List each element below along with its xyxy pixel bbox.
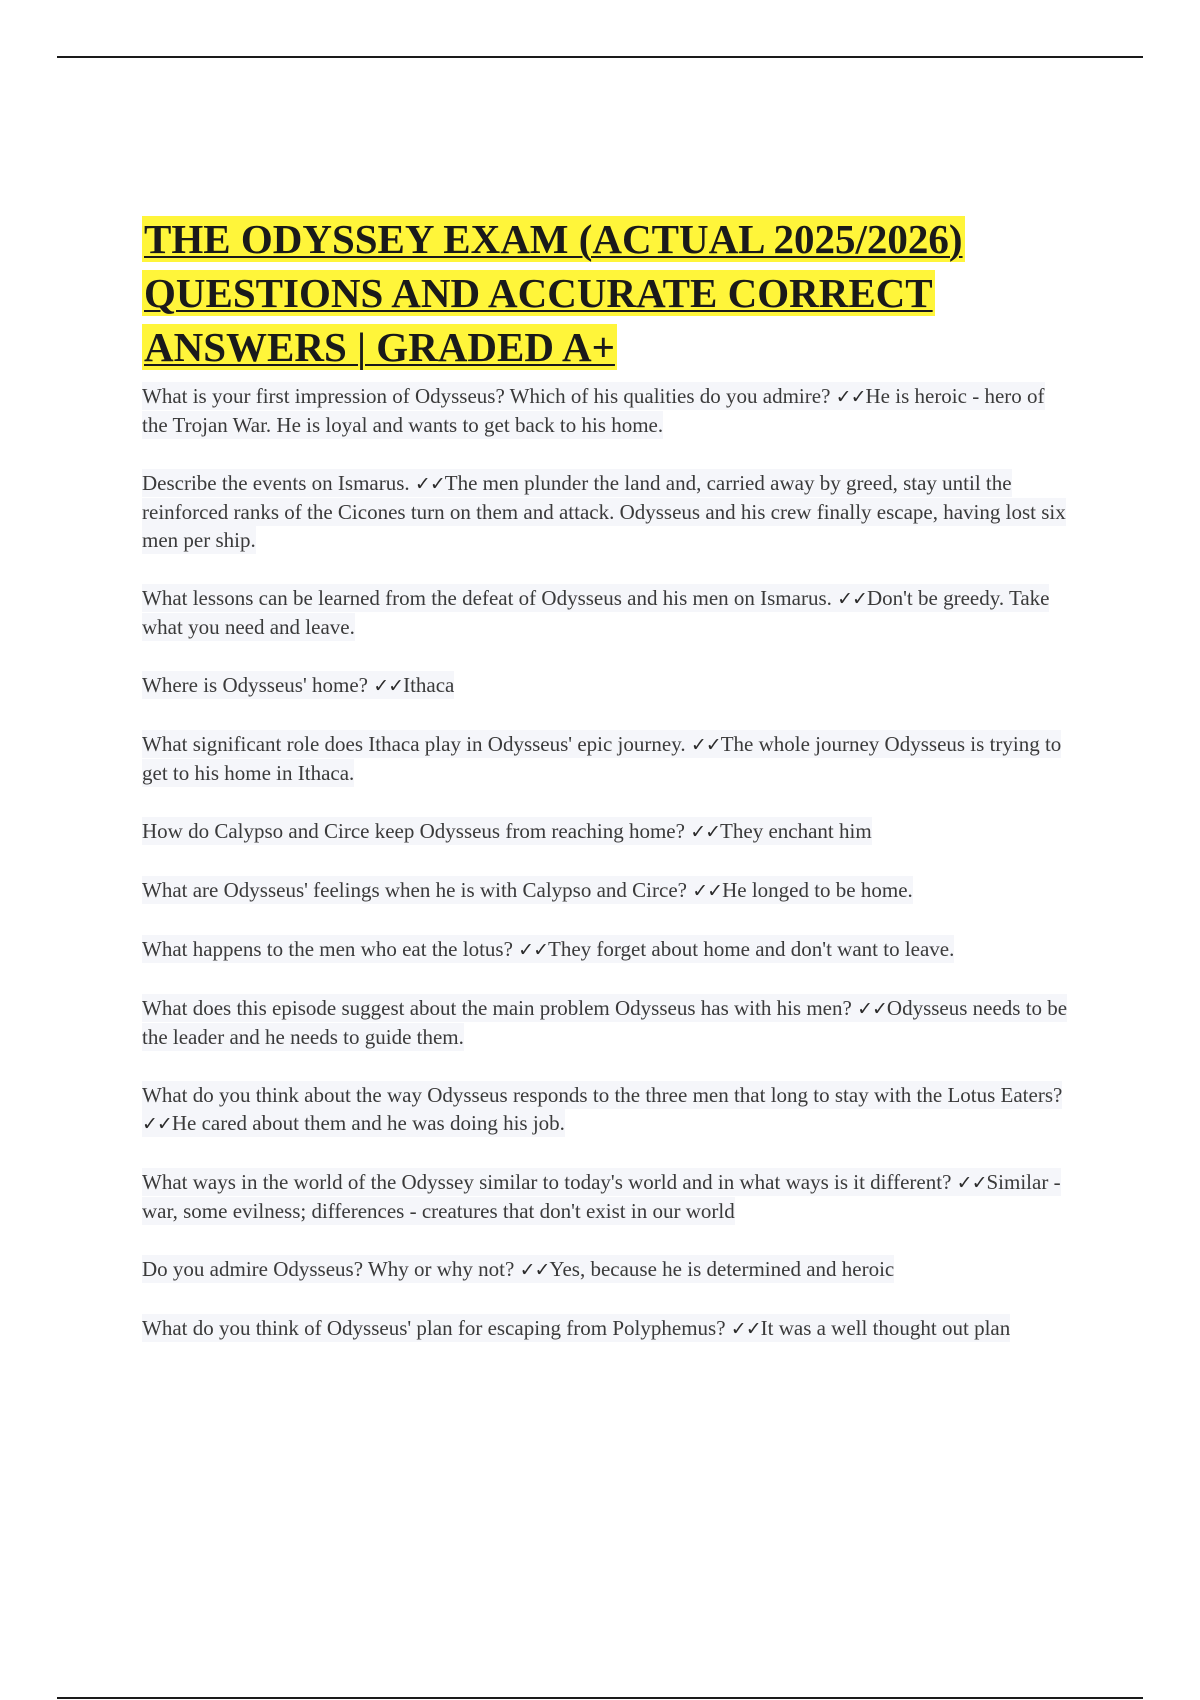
bottom-rule — [57, 1697, 1143, 1699]
check-icon: ✓✓ — [690, 821, 721, 843]
question-text: How do Calypso and Circe keep Odysseus from reaching home? — [142, 819, 685, 843]
qa-item — [142, 671, 1072, 700]
check-icon: ✓✓ — [837, 588, 867, 610]
qa-item — [142, 935, 1072, 964]
question-text: What are Odysseus' feelings when he is with Calypso and Circe? — [142, 878, 687, 902]
check-icon: ✓✓ — [730, 1318, 761, 1340]
question-text: Describe the events on Ismarus. — [142, 471, 410, 495]
question-text: What ways in the world of the Odyssey similar to today's world and in what ways is it different? — [142, 1170, 952, 1194]
qa-item — [142, 817, 1072, 846]
question-text: What significant role does Ithaca play in Odysseus' epic journey. — [142, 732, 686, 756]
answer-text: He cared about them and he was doing his job. — [171, 1111, 565, 1135]
question-text: What do you think about the way Odysseus responds to the three men that long to stay with the Lotus Eaters? — [142, 1083, 1063, 1107]
answer-text: Don't be greedy. Take what you need and leave. — [142, 586, 1050, 639]
check-icon: ✓✓ — [373, 675, 404, 697]
answer-text: They forget about home and don't want to leave. — [548, 937, 955, 961]
question-text: Do you admire Odysseus? Why or why not? — [142, 1257, 515, 1281]
qa-item — [142, 1255, 1072, 1284]
answer-text: Ithaca — [403, 673, 455, 697]
qa-item — [142, 730, 1072, 787]
document-title — [142, 212, 1072, 374]
document-body — [142, 212, 1072, 1373]
check-icon: ✓✓ — [142, 1113, 172, 1135]
check-icon: ✓✓ — [690, 734, 721, 756]
check-icon: ✓✓ — [835, 386, 866, 408]
qa-item — [142, 876, 1072, 905]
qa-list — [142, 382, 1072, 1343]
check-icon: ✓✓ — [857, 998, 887, 1020]
answer-text: Yes, because he is determined and heroic — [549, 1257, 895, 1281]
top-rule — [57, 56, 1143, 58]
answer-text: He longed to be home. — [722, 878, 913, 902]
question-text: Where is Odysseus' home? — [142, 673, 368, 697]
question-text: What lessons can be learned from the defeat of Odysseus and his men on Ismarus. — [142, 586, 832, 610]
check-icon: ✓✓ — [956, 1172, 987, 1194]
qa-item — [142, 382, 1072, 439]
qa-item — [142, 1081, 1072, 1138]
answer-text: Odysseus needs to be the leader and he needs to guide them. — [142, 996, 1068, 1049]
answer-text: It was a well thought out plan — [760, 1316, 1011, 1340]
answer-text: The men plunder the land and, carried away by greed, stay until the reinforced ranks of the Cicones turn on them and attack. Odysseus and his crew finally escape, having lost six men per ship. — [142, 471, 1066, 552]
answer-text: He is heroic - hero of the Trojan War. He is loyal and wants to get back to his home. — [142, 384, 1045, 437]
answer-text: Similar - war, some evilness; differences - creatures that don't exist in our world — [142, 1170, 1061, 1223]
check-icon: ✓✓ — [692, 880, 723, 902]
check-icon: ✓✓ — [519, 1259, 550, 1281]
title-highlight: THE ODYSSEY EXAM (ACTUAL 2025/2026) QUESTIONS AND ACCURATE CORRECT ANSWERS | GRADED A+ — [144, 216, 963, 370]
check-icon: ✓✓ — [414, 473, 445, 495]
check-icon: ✓✓ — [518, 939, 548, 961]
qa-item — [142, 1314, 1072, 1343]
answer-text: The whole journey Odysseus is trying to get to his home in Ithaca. — [142, 732, 1062, 785]
question-text: What is your first impression of Odysseus? Which of his qualities do you admire? — [142, 384, 831, 408]
question-text: What happens to the men who eat the lotus? — [142, 937, 513, 961]
question-text: What does this episode suggest about the main problem Odysseus has with his men? — [142, 996, 852, 1020]
qa-item — [142, 1168, 1072, 1225]
qa-item — [142, 994, 1072, 1051]
question-text: What do you think of Odysseus' plan for escaping from Polyphemus? — [142, 1316, 726, 1340]
qa-item — [142, 584, 1072, 641]
answer-text: They enchant him — [720, 819, 872, 843]
qa-item — [142, 469, 1072, 554]
